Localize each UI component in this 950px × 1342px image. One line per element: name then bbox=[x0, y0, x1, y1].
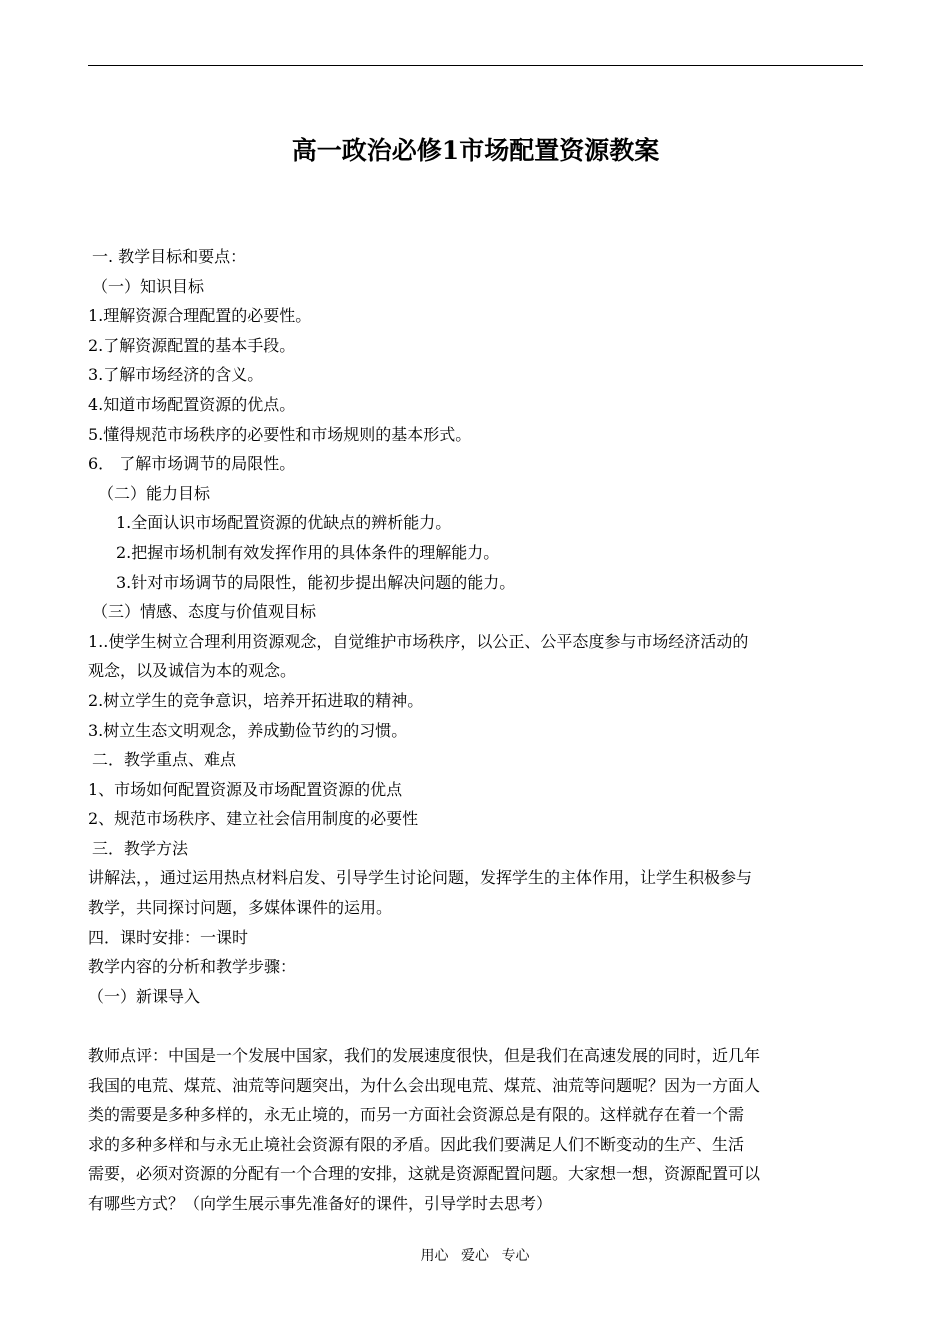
text-line: 5.懂得规范市场秩序的必要性和市场规则的基本形式。 bbox=[88, 424, 472, 444]
text-line: （三）情感、态度与价值观目标 bbox=[92, 602, 317, 622]
text-line: （一）新课导入 bbox=[88, 986, 201, 1006]
text-line: 3.树立生态文明观念，养成勤俭节约的习惯。 bbox=[88, 720, 408, 740]
document-body bbox=[88, 242, 866, 1219]
text-line: （一）知识目标 bbox=[92, 276, 205, 296]
text-line: 一. 教学目标和要点： bbox=[92, 247, 247, 266]
text-line: 4.知道市场配置资源的优点。 bbox=[88, 394, 296, 414]
text-line: 教学，共同探讨问题，多媒体课件的运用。 bbox=[88, 898, 393, 918]
text-line: 类的需要是多种多样的，永无止境的，而另一方面社会资源总是有限的。这样就存在着一个需 bbox=[88, 1105, 745, 1125]
text-line: 需要，必须对资源的分配有一个合理的安排，这就是资源配置问题。大家想一想，资源配置可以 bbox=[88, 1164, 761, 1184]
document-title: 高一政治必修1市场配置资源教案 bbox=[291, 136, 660, 165]
text-line: 1.理解资源合理配置的必要性。 bbox=[88, 306, 312, 326]
text-line: 观念，以及诚信为本的观念。 bbox=[88, 661, 297, 681]
text-line: 教学内容的分析和教学步骤： bbox=[88, 957, 297, 977]
page-footer: 用心 爱心 专心 bbox=[420, 1248, 530, 1264]
text-line: 1.全面认识市场配置资源的优缺点的辨析能力。 bbox=[116, 513, 452, 533]
text-line: 3.针对市场调节的局限性，能初步提出解决问题的能力。 bbox=[116, 572, 516, 592]
text-line: 有哪些方式？（向学生展示事先准备好的课件，引导学时去思考） bbox=[88, 1194, 553, 1213]
text-line: 2.树立学生的竞争意识，培养开拓进取的精神。 bbox=[88, 690, 424, 710]
text-line: 6． 了解市场调节的局限性。 bbox=[88, 454, 296, 474]
text-line: 讲解法，，通过运用热点材料启发、引导学生讨论问题，发挥学生的主体作用，让学生积极参与 bbox=[88, 868, 753, 888]
text-line: 3.了解市场经济的含义。 bbox=[88, 365, 264, 385]
text-line: 1..使学生树立合理利用资源观念，自觉维护市场秩序，以公正、公平态度参与市场经济活动的 bbox=[88, 631, 749, 651]
text-line: 1、市场如何配置资源及市场配置资源的优点 bbox=[88, 779, 403, 799]
text-line: 2.了解资源配置的基本手段。 bbox=[88, 335, 296, 355]
text-line: 四．课时安排：一课时 bbox=[88, 927, 249, 947]
header-rule bbox=[88, 65, 863, 66]
text-line: 二．教学重点、难点 bbox=[92, 750, 237, 770]
text-line: 教师点评：中国是一个发展中国家，我们的发展速度很快，但是我们在高速发展的同时，近几年 bbox=[88, 1046, 761, 1066]
text-line: 三．教学方法 bbox=[92, 838, 189, 858]
text-line: 2、规范市场秩序、建立社会信用制度的必要性 bbox=[88, 809, 419, 829]
text-line: 求的多种多样和与永无止境社会资源有限的矛盾。因此我们要满足人们不断变动的生产、生活 bbox=[88, 1134, 745, 1154]
blank-line bbox=[88, 1011, 866, 1041]
text-line: （二）能力目标 bbox=[98, 483, 211, 503]
text-line: 2.把握市场机制有效发挥作用的具体条件的理解能力。 bbox=[116, 542, 500, 562]
text-line: 我国的电荒、煤荒、油荒等问题突出，为什么会出现电荒、煤荒、油荒等问题呢？因为一方面人 bbox=[88, 1075, 761, 1095]
